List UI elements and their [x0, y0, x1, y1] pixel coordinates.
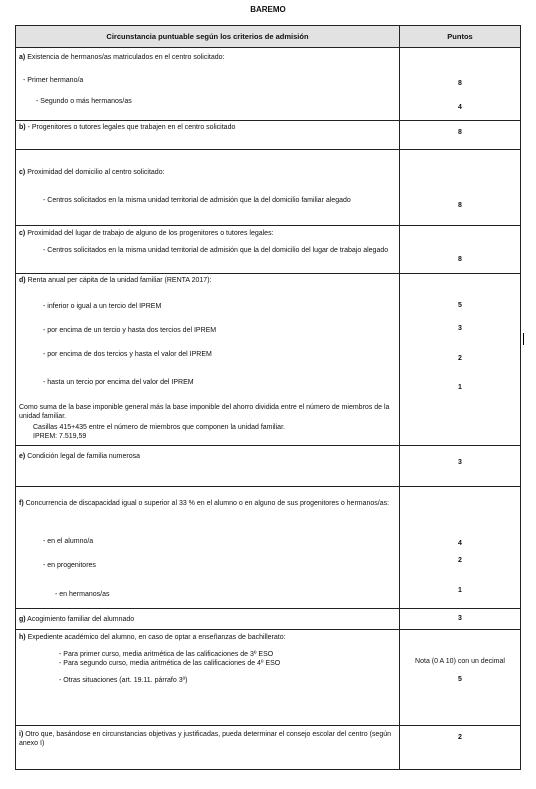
heading-a: Existencia de hermanos/as matriculados en el centro solicitado:: [27, 54, 225, 61]
note-d-2: Casillas 415+435 entre el número de miembros que componen la unidad familiar.: [33, 424, 285, 431]
points-b: 8: [458, 129, 462, 136]
row-b: [16, 121, 521, 150]
row-d: [16, 274, 521, 446]
text-cursor: [523, 333, 524, 345]
row-f: [16, 487, 521, 609]
text-g: Acogimiento familiar del alumnado: [27, 616, 135, 623]
letter-f: f): [19, 500, 24, 507]
letter-h: h): [19, 634, 26, 641]
letter-g: g): [19, 616, 26, 623]
item-d-4: - hasta un tercio por encima del valor del IPREM: [43, 379, 194, 386]
item-d-1: - inferior o igual a un tercio del IPREM: [43, 303, 162, 310]
row-a: [16, 48, 521, 121]
item-f-2: - en progenitores: [43, 562, 96, 569]
points-a-1: 8: [458, 80, 462, 87]
heading-d: Renta anual per cápita de la unidad familiar (RENTA 2017):: [27, 277, 212, 284]
header-criteria: Circunstancia puntuable según los criterios de admisión: [16, 26, 400, 48]
document-title: BAREMO: [250, 5, 286, 14]
text-b: - Progenitores o tutores legales que trabajen en el centro solicitado: [27, 124, 236, 131]
points-c1: 8: [458, 202, 462, 209]
points-f-2: 2: [458, 557, 462, 564]
letter-d: d): [19, 277, 26, 284]
points-i: 2: [458, 734, 462, 741]
header-row: [16, 26, 521, 48]
heading-f: Concurrencia de discapacidad igual o superior al 33 % en el alumno o en alguno de sus progenitores o hermanos/as:: [25, 500, 390, 507]
heading-c1: Proximidad del domicilio al centro solicitado:: [27, 169, 165, 176]
header-points: Puntos: [400, 26, 521, 48]
item-f-3: - en hermanos/as: [55, 591, 110, 598]
item-h-1: - Para primer curso, media aritmética de las calificaciones de 3º ESO: [59, 651, 274, 658]
heading-h: Expediente académico del alumno, en caso de optar a enseñanzas de bachillerato:: [27, 634, 286, 641]
letter-a: a): [19, 54, 26, 61]
points-d-4: 1: [458, 384, 462, 391]
item-c1: - Centros solicitados en la misma unidad territorial de admisión que la del domicilio familiar alegado: [43, 197, 351, 204]
points-e: 3: [458, 459, 462, 466]
heading-c2: Proximidad del lugar de trabajo de alguno de los progenitores o tutores legales:: [27, 230, 274, 237]
letter-i: i): [19, 731, 24, 738]
row-i: [16, 726, 521, 770]
note-d-3: IPREM: 7.519,59: [33, 433, 87, 440]
row-c2: [16, 226, 521, 274]
row-e: [16, 446, 521, 487]
points-d-2: 3: [458, 325, 462, 332]
item-h-3: - Otras situaciones (art. 19.11. párrafo 3º): [59, 677, 188, 684]
row-g: [16, 609, 521, 630]
baremo-table: [15, 25, 521, 770]
letter-c1: c): [19, 169, 26, 176]
item-a-1: - Primer hermano/a: [23, 77, 84, 84]
points-d-3: 2: [458, 355, 462, 362]
points-a-2: 4: [458, 104, 462, 111]
points-c2: 8: [458, 256, 462, 263]
letter-e: e): [19, 453, 26, 460]
item-c2: - Centros solicitados en la misma unidad territorial de admisión que la del domicilio del lugar de trabajo alegado: [43, 247, 389, 254]
text-e: Condición legal de familia numerosa: [27, 453, 141, 460]
text-i: Otro que, basándose en circunstancias objetivas y justificadas, pueda determinar el consejo escolar del centro (según anexo I): [19, 731, 391, 747]
letter-b: b): [19, 124, 26, 131]
points-h-2: 5: [458, 676, 462, 683]
points-f-3: 1: [458, 587, 462, 594]
row-h: [16, 630, 521, 726]
points-h-1: Nota (0 A 10) con un decimal: [415, 658, 505, 665]
row-c1: [16, 150, 521, 226]
points-g: 3: [458, 615, 462, 622]
item-f-1: - en el alumno/a: [43, 538, 94, 545]
points-d-1: 5: [458, 302, 462, 309]
note-d-1: Como suma de la base imponible general más la base imponible del ahorro dividida entre el número de miembros de la unidad familiar.: [19, 404, 390, 420]
points-f-1: 4: [458, 540, 462, 547]
letter-c2: c): [19, 230, 26, 237]
item-h-2: - Para segundo curso, media aritmética de las calificaciones de 4º ESO: [59, 660, 281, 667]
item-d-2: - por encima de un tercio y hasta dos tercios del IPREM: [43, 327, 217, 334]
item-a-2: - Segundo o más hermanos/as: [36, 98, 132, 105]
item-d-3: - por encima de dos tercios y hasta el valor del IPREM: [43, 351, 212, 358]
